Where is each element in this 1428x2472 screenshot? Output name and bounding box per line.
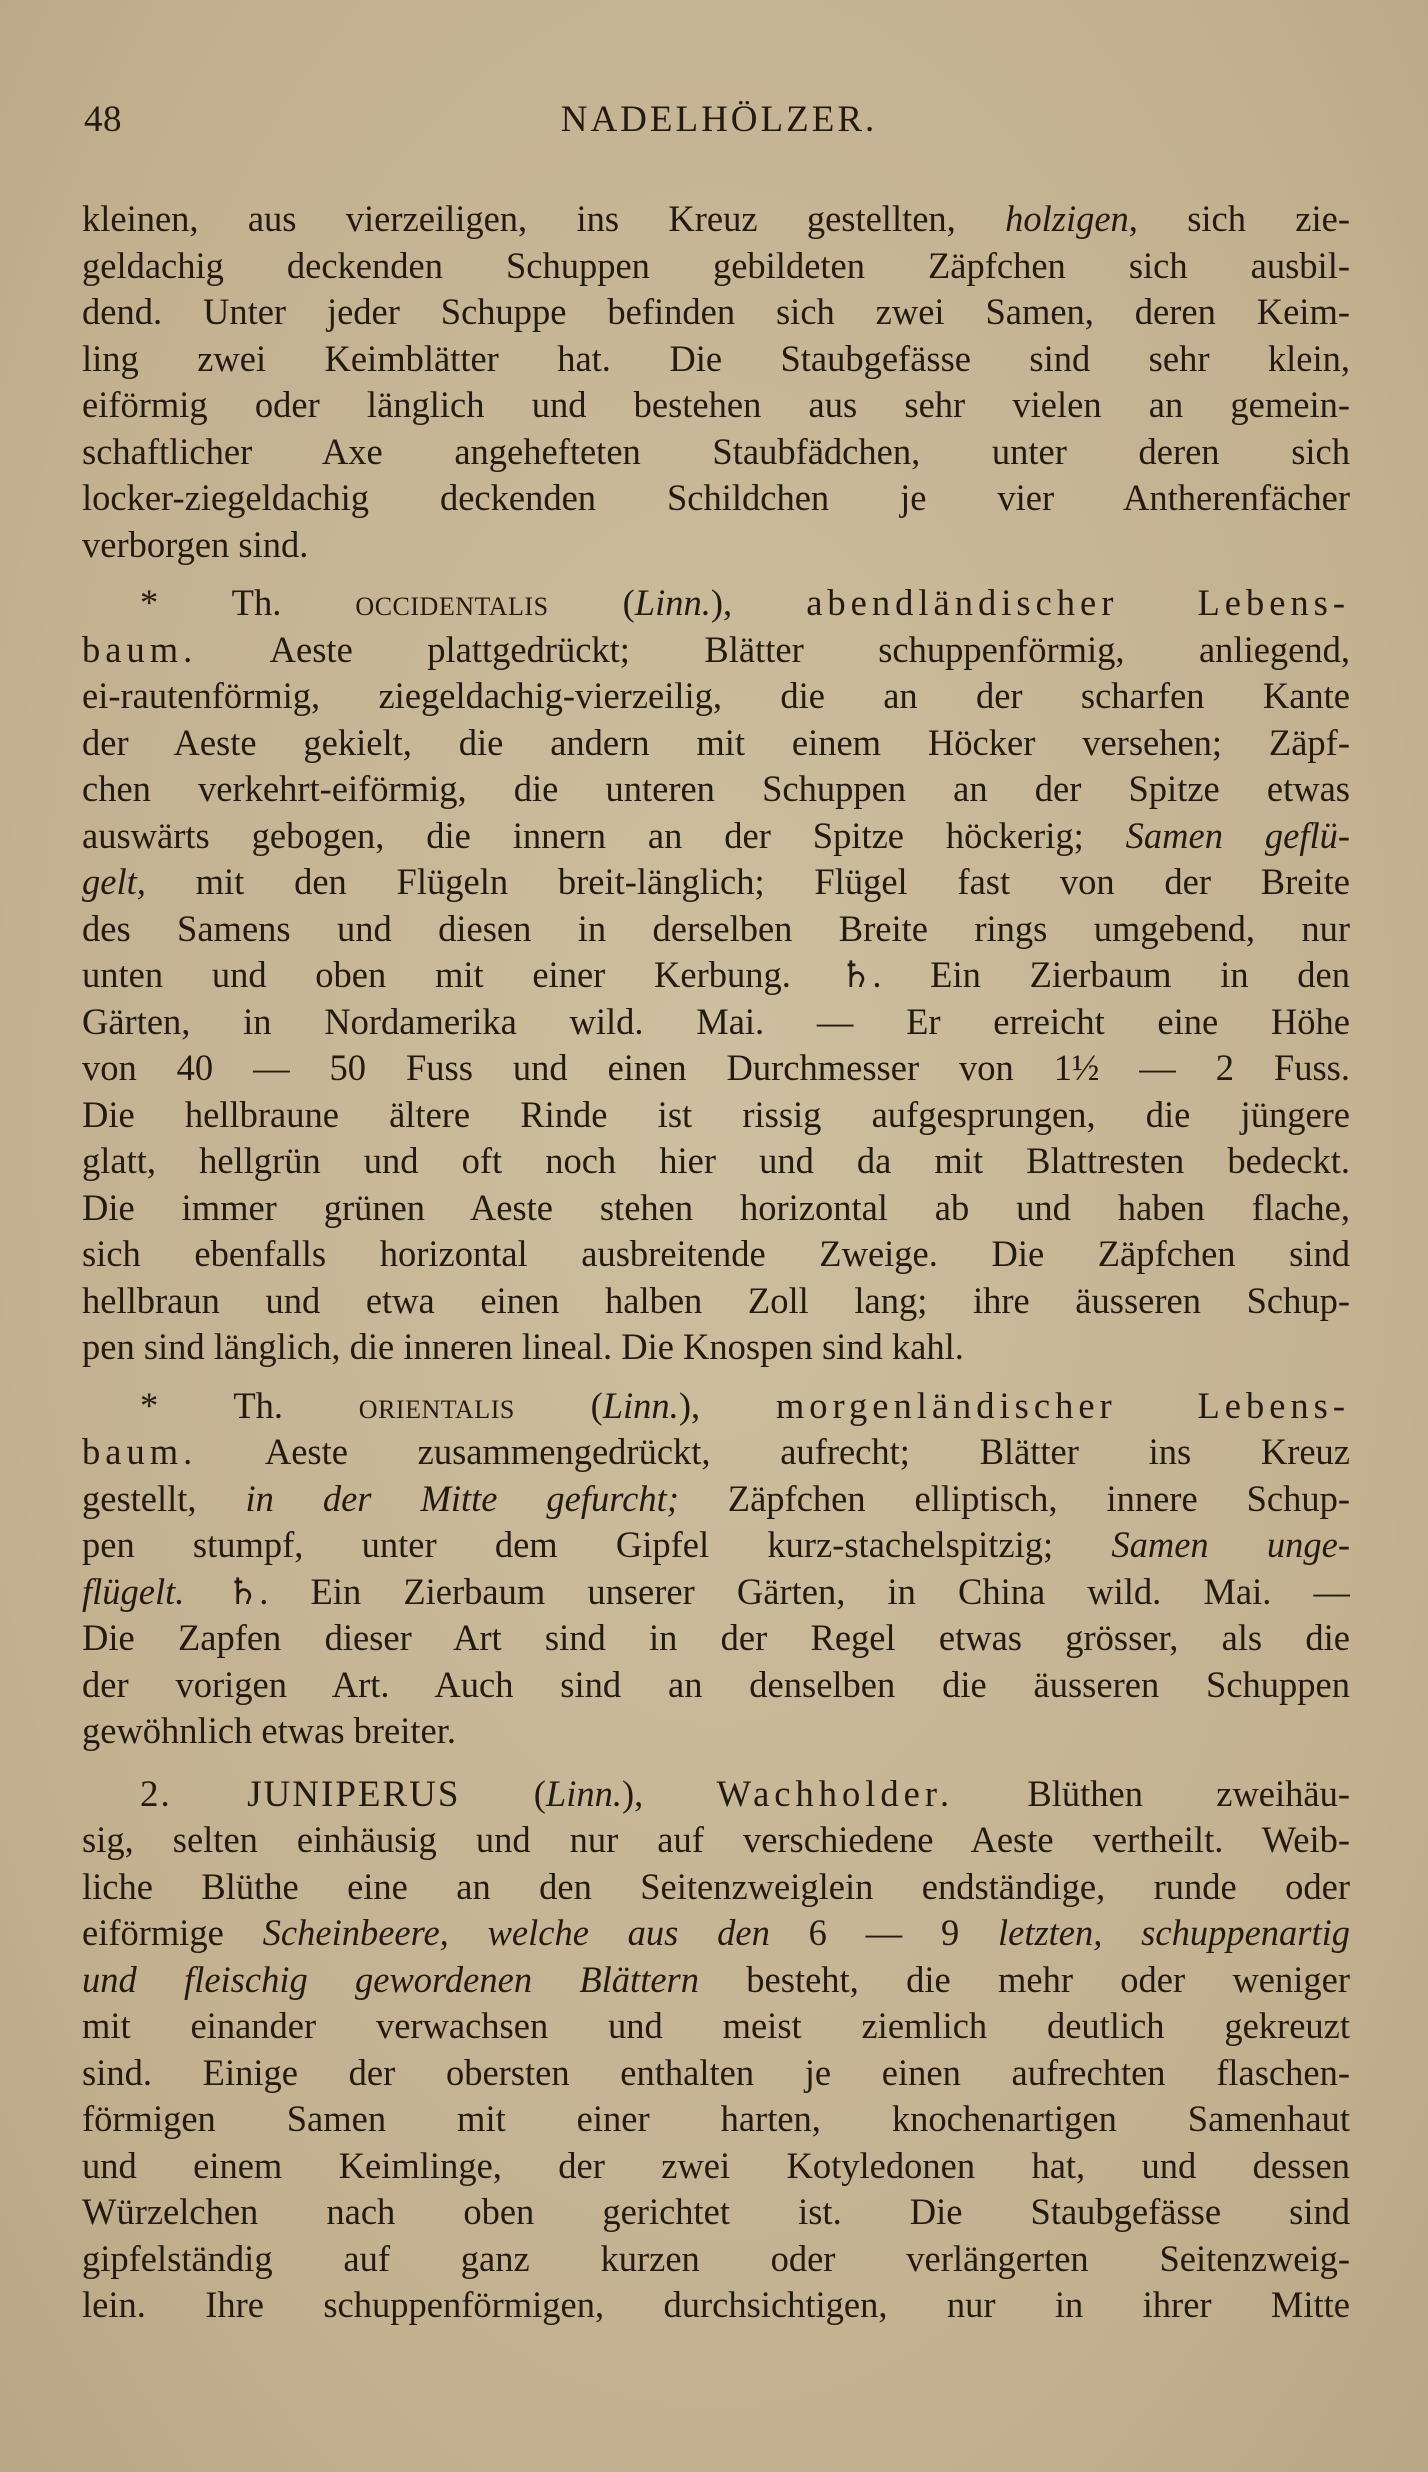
text-line	[82, 1476, 1350, 1523]
text-run: occidentalis	[355, 582, 549, 623]
text-line	[82, 1092, 1350, 1139]
text-line	[82, 382, 1350, 429]
text-run: besteht, die mehr oder weniger	[699, 1958, 1350, 2000]
text-line	[82, 429, 1350, 476]
text-run: chen verkehrt-eiförmig, die unteren Schuppen an der Spitze etwas	[82, 768, 1350, 809]
text-line	[82, 1910, 1350, 1957]
text-run: der Aeste gekielt, die andern mit einem Höcker versehen; Zäpf-	[82, 721, 1350, 763]
text-run: 2. JUNIPERUS	[140, 1773, 461, 1815]
text-line	[82, 720, 1350, 767]
text-run: auswärts gebogen, die innern an der Spitze höckerig;	[82, 814, 1126, 856]
text-run: glatt, hellgrün und oft noch hier und da mit Blattresten bedeckt.	[82, 1140, 1350, 1181]
text-line	[82, 336, 1350, 383]
text-line	[82, 1864, 1350, 1911]
text-run: Samen unge-	[1111, 1524, 1350, 1565]
text-run: gestellt,	[82, 1477, 246, 1519]
text-run: kleinen, aus vierzeiligen, ins Kreuz gestellten,	[82, 198, 1006, 239]
text-run: Würzelchen nach oben gerichtet ist. Die Staubgefässe sind	[82, 2191, 1350, 2232]
text-run: mit einander verwachsen und meist ziemlich deutlich gekreuzt	[82, 2005, 1350, 2046]
text-line	[82, 2236, 1350, 2283]
text-line	[82, 580, 1350, 627]
text-run: Die Zapfen dieser Art sind in der Regel etwas grösser, als die	[82, 1617, 1350, 1658]
text-line	[82, 952, 1350, 999]
text-run: Linn.	[545, 1772, 622, 1814]
text-run: verborgen sind.	[82, 523, 309, 565]
text-run: pen stumpf, unter dem Gipfel kurz-stachelspitzig;	[82, 1524, 1112, 1565]
text-line	[82, 673, 1350, 720]
text-line	[82, 1278, 1350, 1325]
text-line	[82, 766, 1350, 813]
running-title: NADELHÖLZER.	[560, 99, 878, 140]
text-line	[82, 1957, 1350, 2004]
text-run: letzten, schuppenartig	[997, 1912, 1350, 1953]
text-line	[82, 2189, 1350, 2236]
text-line	[82, 1185, 1350, 1232]
text-run: (	[548, 582, 635, 623]
text-run: von 40 — 50 Fuss und einen Durchmesser von 1½ — 2 Fuss.	[82, 1047, 1350, 1088]
text-run: (	[514, 1384, 603, 1426]
text-run: und einem Keimlinge, der zwei Kotyledonen hat, und dessen	[82, 2144, 1350, 2186]
text-run: ei-rautenförmig, ziegeldachig-vierzeilig, die an der scharfen Kante	[82, 675, 1350, 716]
text-run: geldachig deckenden Schuppen gebildeten Zäpfchen sich ausbil-	[82, 244, 1350, 286]
text-run: orientalis	[358, 1384, 515, 1426]
text-run: Zäpfchen elliptisch, innere Schup-	[678, 1477, 1350, 1519]
body-text	[82, 196, 1350, 2329]
text-run: gewöhnlich etwas breiter.	[82, 1710, 457, 1751]
text-run: und fleischig gewordenen Blättern	[82, 1958, 699, 2000]
text-run: hellbraun und etwa einen halben Zoll lang; ihre äusseren Schup-	[82, 1279, 1350, 1321]
text-run: unten und oben mit einer Kerbung. ♄. Ein Zierbaum in den	[82, 954, 1350, 995]
text-run: ling zwei Keimblätter hat. Die Staubgefässe sind sehr klein,	[82, 337, 1350, 379]
text-run: eiförmige	[82, 1912, 263, 1953]
text-run: dend. Unter jeder Schuppe befinden sich zwei Samen, deren Keim-	[82, 291, 1350, 332]
text-line	[82, 1045, 1350, 1092]
text-line	[82, 627, 1350, 674]
text-run: Die immer grünen Aeste stehen horizontal ab und haben flache,	[82, 1186, 1350, 1228]
text-line	[82, 1817, 1350, 1864]
text-line	[82, 1324, 1350, 1371]
text-run: (	[460, 1772, 546, 1814]
text-run: 6 — 9	[769, 1912, 998, 1953]
text-run: locker-ziegeldachig deckenden Schildchen je vier Antherenfächer	[82, 477, 1350, 518]
text-line	[82, 1569, 1350, 1616]
text-line	[82, 2050, 1350, 2097]
text-run: holzigen	[1005, 198, 1129, 239]
page-number: 48	[84, 99, 122, 140]
text-line	[82, 1383, 1350, 1430]
text-run: gelt,	[82, 861, 146, 902]
text-run: ),	[622, 1772, 717, 1814]
text-line	[82, 906, 1350, 953]
text-run: sind. Einige der obersten enthalten je einen aufrechten flaschen-	[82, 2051, 1350, 2093]
page-header	[84, 98, 1354, 150]
text-line	[82, 2282, 1350, 2329]
text-line	[82, 1522, 1350, 1569]
text-run: * Th.	[140, 582, 356, 623]
text-line	[82, 2003, 1350, 2050]
text-run: , sich zie-	[1128, 198, 1350, 239]
text-run: flügelt.	[82, 1570, 185, 1612]
text-line	[82, 289, 1350, 336]
text-run: Linn.	[634, 582, 711, 623]
text-run: pen sind länglich, die inneren lineal. Die Knospen sind kahl.	[82, 1326, 964, 1367]
text-run: in der Mitte gefurcht;	[245, 1477, 679, 1519]
text-line	[82, 1708, 1350, 1755]
text-run: liche Blüthe eine an den Seitenzweiglein endständige, runde oder	[82, 1865, 1350, 1907]
text-line	[82, 1662, 1350, 1709]
text-run: ),	[678, 1384, 776, 1426]
text-run: gipfelständig auf ganz kurzen oder verlängerten Seitenzweig-	[82, 2237, 1350, 2279]
text-run: lein. Ihre schuppenförmigen, durchsichtigen, nur in ihrer Mitte	[82, 2284, 1350, 2325]
text-line	[82, 196, 1350, 243]
text-run: Samen geflü-	[1125, 814, 1350, 856]
text-line	[82, 813, 1350, 860]
text-run: Linn.	[602, 1384, 679, 1426]
text-run: ♄. Ein Zierbaum unserer Gärten, in China wild. Mai. —	[184, 1570, 1350, 1612]
text-run: mit den Flügeln breit-länglich; Flügel fast von der Breite	[145, 861, 1350, 902]
text-line	[82, 522, 1350, 569]
text-run: baum.	[82, 628, 198, 670]
text-line	[82, 1771, 1350, 1818]
text-line	[82, 1231, 1350, 1278]
text-line	[82, 859, 1350, 906]
text-line	[82, 475, 1350, 522]
paragraph-gap	[82, 1755, 1350, 1771]
text-run: * Th.	[140, 1384, 359, 1426]
text-run: Blüthen zweihäu-	[954, 1772, 1350, 1814]
text-run: Wachholder.	[716, 1772, 955, 1814]
paragraph-gap	[82, 568, 1350, 580]
text-line	[82, 2096, 1350, 2143]
text-line	[82, 1615, 1350, 1662]
text-run: eiförmig oder länglich und bestehen aus sehr vielen an gemein-	[82, 384, 1350, 425]
text-run: sig, selten einhäusig und nur auf verschiedene Aeste vertheilt. Weib-	[82, 1819, 1350, 1860]
text-line	[82, 999, 1350, 1046]
text-line	[82, 1429, 1350, 1476]
text-run: ),	[710, 582, 807, 623]
text-line	[82, 243, 1350, 290]
text-run: morgenländischer Lebens-	[775, 1384, 1350, 1426]
text-run: förmigen Samen mit einer harten, knochenartigen Samenhaut	[82, 2098, 1350, 2139]
paragraph-gap	[82, 1371, 1350, 1383]
text-run: Aeste zusammengedrückt, aufrecht; Blätter ins Kreuz	[197, 1431, 1350, 1472]
text-run: der vorigen Art. Auch sind an denselben die äusseren Schuppen	[82, 1663, 1350, 1705]
text-run: schaftlicher Axe angehefteten Staubfädchen, unter deren sich	[82, 430, 1350, 472]
text-run: Aeste plattgedrückt; Blätter schuppenförmig, anliegend,	[197, 628, 1350, 670]
text-line	[82, 1138, 1350, 1185]
text-run: Scheinbeere, welche aus den	[262, 1912, 770, 1953]
text-run: des Samens und diesen in derselben Breite rings umgebend, nur	[82, 907, 1350, 949]
text-run: abendländischer Lebens-	[806, 582, 1350, 623]
text-run: Gärten, in Nordamerika wild. Mai. — Er erreicht eine Höhe	[82, 1000, 1350, 1042]
text-run: baum.	[82, 1431, 198, 1472]
text-run: sich ebenfalls horizontal ausbreitende Zweige. Die Zäpfchen sind	[82, 1233, 1350, 1274]
text-line	[82, 2143, 1350, 2190]
text-run: Die hellbraune ältere Rinde ist rissig aufgesprungen, die jüngere	[82, 1093, 1350, 1135]
